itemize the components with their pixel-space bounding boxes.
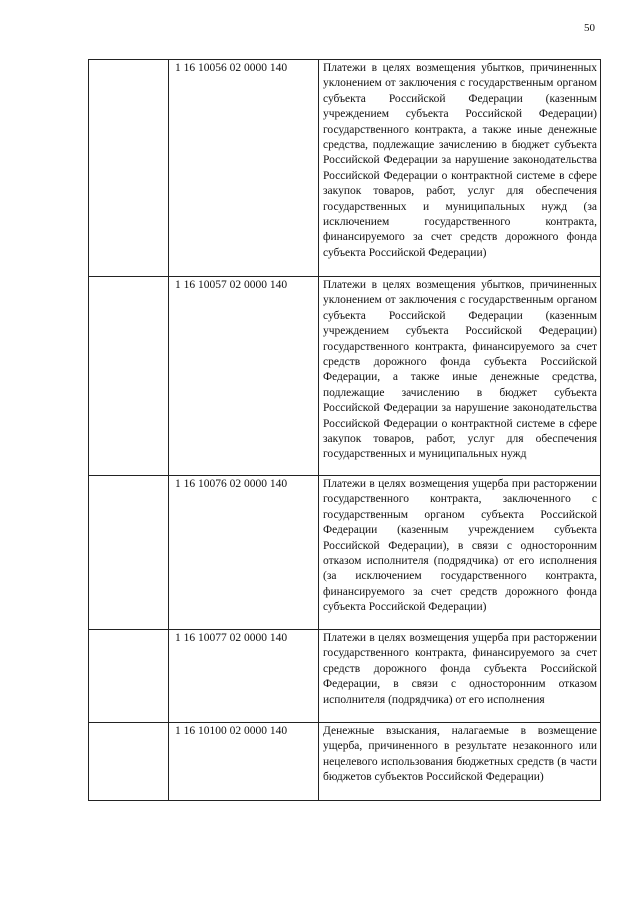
budget-code-table: [88, 59, 601, 801]
description-cell: Платежи в целях возмещения ущерба при расторжении государственного контракта, заключенного с государственным органом субъекта Российской Федерации (казенным учреждением субъекта Российской Федерации), в связи с односторонним отказом исполнителя (подрядчика) от его исполнения (за исключением государственного контракта, финансируемого за счет средств дорожного фонда субъекта Российской Федерации): [319, 476, 601, 630]
empty-cell: [89, 60, 169, 277]
table-row: [89, 476, 601, 630]
code-cell: 1 16 10057 02 0000 140: [169, 277, 319, 476]
description-cell: Платежи в целях возмещения убытков, причиненных уклонением от заключения с государственным органом субъекта Российской Федерации (казенным учреждением субъекта Российской Федерации) государственного контракта, финансируемого за счет средств дорожного фонда субъекта Российской Федерации, а также иные денежные средства, подлежащие зачислению в бюджет субъекта Российской Федерации за нарушение законодательства Российской Федерации о контрактной системе в сфере закупок товаров, работ, услуг для обеспечения государственных и муниципальных нужд: [319, 277, 601, 476]
table-row: [89, 723, 601, 801]
page-number: 50: [584, 22, 595, 34]
empty-cell: [89, 476, 169, 630]
code-cell: 1 16 10076 02 0000 140: [169, 476, 319, 630]
description-cell: Денежные взыскания, налагаемые в возмещение ущерба, причиненного в результате незаконного или нецелевого использования бюджетных средств (в части бюджетов субъектов Российской Федерации): [319, 723, 601, 801]
table-row: [89, 277, 601, 476]
code-cell: 1 16 10077 02 0000 140: [169, 630, 319, 723]
table-row: [89, 60, 601, 277]
empty-cell: [89, 277, 169, 476]
description-cell: Платежи в целях возмещения убытков, причиненных уклонением от заключения с государственным органом субъекта Российской Федерации (казенным учреждением субъекта Российской Федерации) государственного контракта, а также иные денежные средства, подлежащие зачислению в бюджет субъекта Российской Федерации за нарушение законодательства Российской Федерации о контрактной системе в сфере закупок товаров, работ, услуг для обеспечения государственных и муниципальных нужд (за исключением государственного контракта, финансируемого за счет средств дорожного фонда субъекта Российской Федерации): [319, 60, 601, 277]
empty-cell: [89, 630, 169, 723]
code-cell: 1 16 10100 02 0000 140: [169, 723, 319, 801]
description-cell: Платежи в целях возмещения ущерба при расторжении государственного контракта, финансируемого за счет средств дорожного фонда субъекта Российской Федерации, в связи с односторонним отказом исполнителя (подрядчика) от его исполнения: [319, 630, 601, 723]
code-cell: 1 16 10056 02 0000 140: [169, 60, 319, 277]
empty-cell: [89, 723, 169, 801]
table-row: [89, 630, 601, 723]
